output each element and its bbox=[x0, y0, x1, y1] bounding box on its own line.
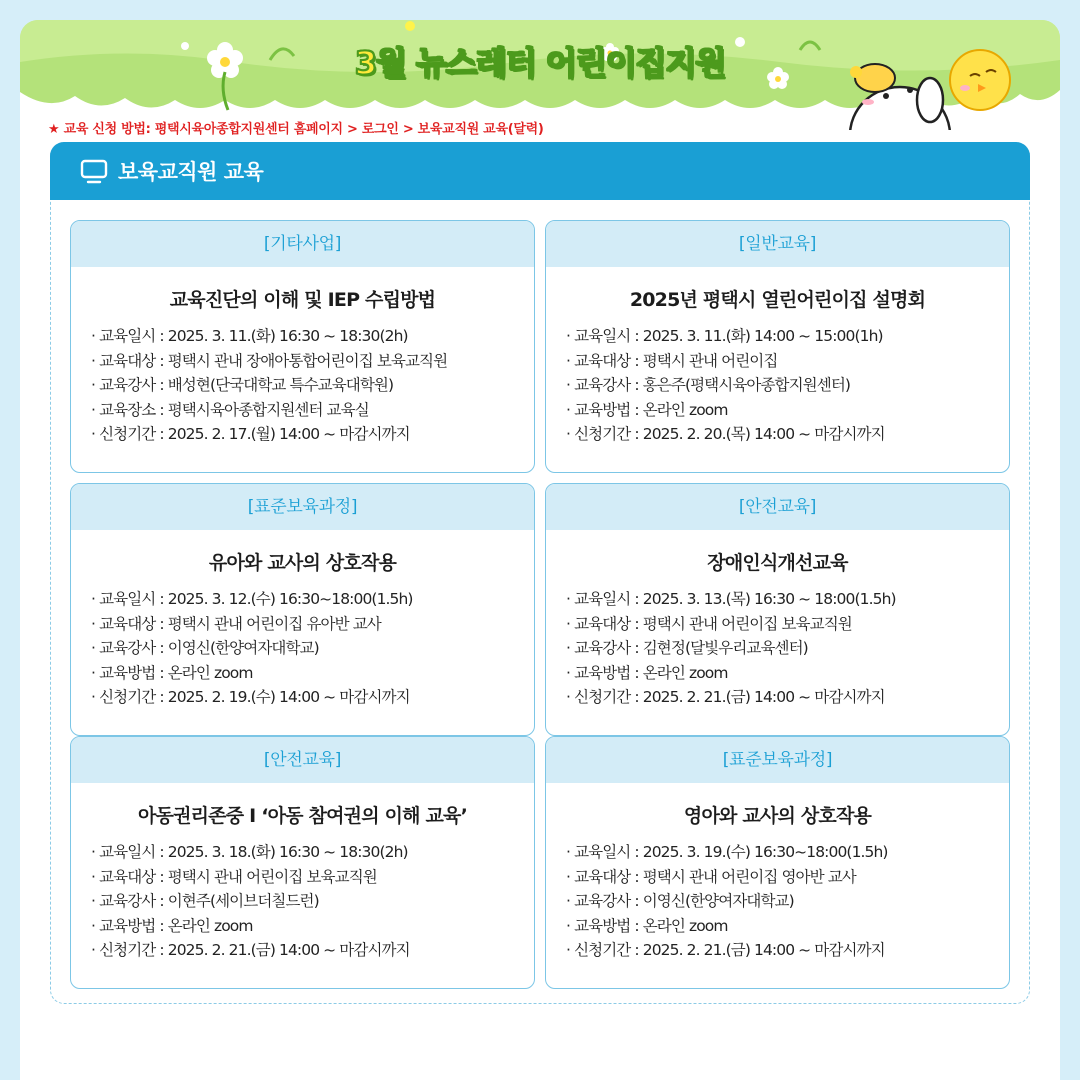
card-category-tag: [일반교육] bbox=[546, 221, 1009, 267]
detail-application-period: · 신청기간 : 2025. 2. 17.(월) 14:00 ~ 마감시까지 bbox=[91, 422, 534, 447]
card-title: 영아와 교사의 상호작용 bbox=[683, 805, 872, 827]
card-details bbox=[71, 324, 534, 447]
card-details bbox=[71, 840, 534, 963]
detail-application-period: · 신청기간 : 2025. 2. 20.(목) 14:00 ~ 마감시까지 bbox=[566, 422, 1009, 447]
detail-method: · 교육방법 : 온라인 zoom bbox=[566, 398, 1009, 423]
card-category-tag: [안전교육] bbox=[546, 484, 1009, 530]
detail-date: · 교육일시 : 2025. 3. 12.(수) 16:30~18:00(1.5h) bbox=[91, 587, 534, 612]
detail-date: · 교육일시 : 2025. 3. 11.(화) 16:30 ~ 18:30(2h) bbox=[91, 324, 534, 349]
detail-instructor: · 교육강사 : 김현정(달빛우리교육센터) bbox=[566, 636, 1009, 661]
detail-instructor: · 교육강사 : 이현주(세이브더칠드런) bbox=[91, 889, 534, 914]
detail-method: · 교육방법 : 온라인 zoom bbox=[566, 914, 1009, 939]
training-card bbox=[70, 220, 535, 473]
detail-date: · 교육일시 : 2025. 3. 19.(수) 16:30~18:00(1.5h) bbox=[566, 840, 1009, 865]
card-category-tag: [기타사업] bbox=[71, 221, 534, 267]
training-card bbox=[545, 220, 1010, 473]
detail-method: · 교육장소 : 평택시육아종합지원센터 교육실 bbox=[91, 398, 534, 423]
training-card bbox=[70, 736, 535, 989]
card-details bbox=[71, 587, 534, 710]
header-banner bbox=[20, 20, 1060, 130]
detail-instructor: · 교육강사 : 이영신(한양여자대학교) bbox=[91, 636, 534, 661]
card-title: 장애인식개선교육 bbox=[707, 552, 848, 574]
application-notice: ★ 교육 신청 방법: 평택시육아종합지원센터 홈페이지 > 로그인 > 보육교직원 교육(달력) bbox=[48, 122, 544, 137]
detail-target: · 교육대상 : 평택시 관내 어린이집 bbox=[566, 349, 1009, 374]
detail-application-period: · 신청기간 : 2025. 2. 21.(금) 14:00 ~ 마감시까지 bbox=[91, 938, 534, 963]
banner-title: 3월 뉴스레터 어린이집지원 bbox=[354, 44, 726, 82]
detail-target: · 교육대상 : 평택시 관내 어린이집 유아반 교사 bbox=[91, 612, 534, 637]
newsletter-sheet bbox=[20, 20, 1060, 1080]
card-title: 유아와 교사의 상호작용 bbox=[208, 552, 397, 574]
training-card bbox=[70, 483, 535, 736]
card-category-tag: [표준보육과정] bbox=[546, 737, 1009, 783]
card-title: 아동권리존중 Ⅰ ‘아동 참여권의 이해 교육’ bbox=[137, 805, 468, 827]
detail-date: · 교육일시 : 2025. 3. 11.(화) 14:00 ~ 15:00(1h) bbox=[566, 324, 1009, 349]
detail-application-period: · 신청기간 : 2025. 2. 21.(금) 14:00 ~ 마감시까지 bbox=[566, 938, 1009, 963]
detail-method: · 교육방법 : 온라인 zoom bbox=[566, 661, 1009, 686]
detail-method: · 교육방법 : 온라인 zoom bbox=[91, 914, 534, 939]
training-card bbox=[545, 483, 1010, 736]
detail-date: · 교육일시 : 2025. 3. 18.(화) 16:30 ~ 18:30(2h) bbox=[91, 840, 534, 865]
card-category-tag: [안전교육] bbox=[71, 737, 534, 783]
monitor-icon bbox=[80, 157, 108, 185]
detail-instructor: · 교육강사 : 이영신(한양여자대학교) bbox=[566, 889, 1009, 914]
card-title: 교육진단의 이해 및 IEP 수립방법 bbox=[169, 289, 436, 311]
detail-instructor: · 교육강사 : 배성현(단국대학교 특수교육대학원) bbox=[91, 373, 534, 398]
card-title: 2025년 평택시 열린어린이집 설명회 bbox=[629, 289, 926, 311]
training-card bbox=[545, 736, 1010, 989]
detail-target: · 교육대상 : 평택시 관내 장애아통합어린이집 보육교직원 bbox=[91, 349, 534, 374]
detail-instructor: · 교육강사 : 홍은주(평택시육아종합지원센터) bbox=[566, 373, 1009, 398]
card-category-tag: [표준보육과정] bbox=[71, 484, 534, 530]
detail-target: · 교육대상 : 평택시 관내 어린이집 보육교직원 bbox=[91, 865, 534, 890]
card-details bbox=[546, 324, 1009, 447]
detail-application-period: · 신청기간 : 2025. 2. 19.(수) 14:00 ~ 마감시까지 bbox=[91, 685, 534, 710]
detail-date: · 교육일시 : 2025. 3. 13.(목) 16:30 ~ 18:00(1.5h) bbox=[566, 587, 1009, 612]
detail-target: · 교육대상 : 평택시 관내 어린이집 영아반 교사 bbox=[566, 865, 1009, 890]
card-details bbox=[546, 587, 1009, 710]
detail-target: · 교육대상 : 평택시 관내 어린이집 보육교직원 bbox=[566, 612, 1009, 637]
card-details bbox=[546, 840, 1009, 963]
detail-method: · 교육방법 : 온라인 zoom bbox=[91, 661, 534, 686]
section-header bbox=[50, 142, 1030, 200]
section-title: 보육교직원 교육 bbox=[118, 160, 264, 184]
detail-application-period: · 신청기간 : 2025. 2. 21.(금) 14:00 ~ 마감시까지 bbox=[566, 685, 1009, 710]
